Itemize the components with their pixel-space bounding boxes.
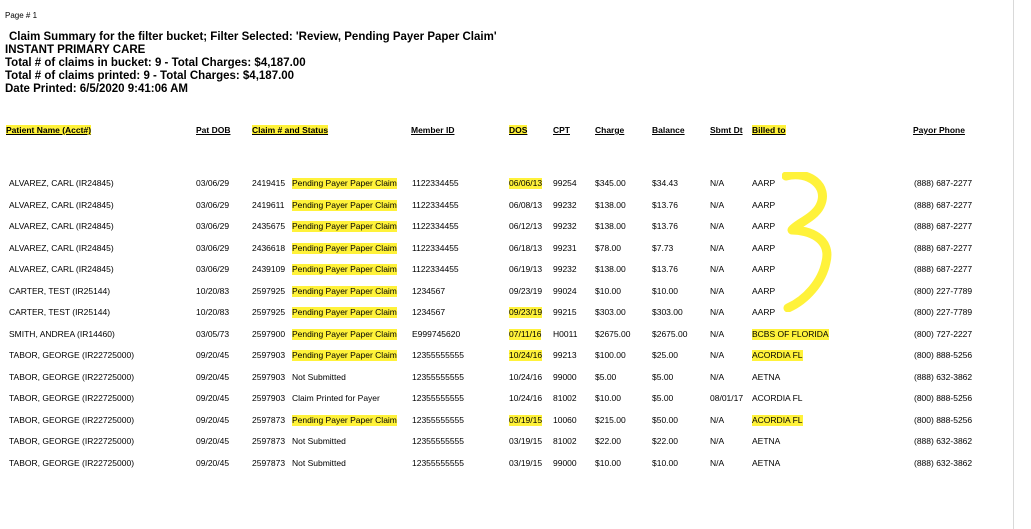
header-charge: Charge xyxy=(595,125,625,135)
bucket-totals: Total # of claims in bucket: 9 - Total Charges: $4,187.00 xyxy=(5,57,306,69)
member-id: 12355555555 xyxy=(412,457,465,468)
member-id: 1122334455 xyxy=(412,178,459,188)
billed-to: ACORDIA FL xyxy=(752,414,803,425)
billed-to: AARP xyxy=(752,221,776,231)
patient-name: ALVAREZ, CARL (IR24845) xyxy=(9,221,114,231)
payor-phone: (800) 227-7789 xyxy=(914,285,973,296)
balance: $13.76 xyxy=(652,199,678,210)
submit-date: N/A xyxy=(710,414,725,425)
patient-name: CARTER, TEST (IR25144) xyxy=(9,285,111,296)
date-of-service: 06/08/13 xyxy=(509,199,543,210)
claim-status: Pending Payer Paper Claim xyxy=(292,178,397,188)
member-id: 12355555555 xyxy=(412,393,465,403)
claim-number: 2439109 xyxy=(252,264,286,274)
submit-date: N/A xyxy=(710,264,725,274)
patient-dob: 09/20/45 xyxy=(196,414,230,425)
cpt-code: 81002 xyxy=(553,393,577,403)
billed-to: AARP xyxy=(752,199,776,210)
patient-dob: 03/06/29 xyxy=(196,199,230,210)
printed-totals: Total # of claims printed: 9 - Total Charges: $4,187.00 xyxy=(5,70,295,82)
member-id: 1234567 xyxy=(412,307,446,317)
charge: $345.00 xyxy=(595,178,626,188)
claim-status: Pending Payer Paper Claim xyxy=(292,221,397,231)
cpt-code: 99024 xyxy=(553,285,577,296)
charge: $5.00 xyxy=(595,371,617,382)
header-member: Member ID xyxy=(411,125,455,135)
charge: $303.00 xyxy=(595,307,626,317)
claim-status: Pending Payer Paper Claim xyxy=(292,307,397,317)
date-of-service: 06/19/13 xyxy=(509,264,543,274)
header-balance: Balance xyxy=(652,125,685,135)
patient-dob: 10/20/83 xyxy=(196,307,230,317)
date-of-service: 03/19/15 xyxy=(509,457,543,468)
submit-date: N/A xyxy=(710,457,725,468)
claim-status: Pending Payer Paper Claim xyxy=(292,350,397,360)
billed-to: AARP xyxy=(752,285,776,296)
claim-status: Not Submitted xyxy=(292,457,346,468)
cpt-code: 99215 xyxy=(553,307,577,317)
date-of-service: 07/11/16 xyxy=(509,328,542,339)
billed-to: AARP xyxy=(752,264,776,274)
member-id: 1234567 xyxy=(412,285,446,296)
billed-to: AARP xyxy=(752,178,776,188)
header-dos: DOS xyxy=(509,125,528,135)
patient-name: TABOR, GEORGE (IR22725000) xyxy=(9,371,135,382)
cpt-code: 99000 xyxy=(553,457,577,468)
claim-status: Pending Payer Paper Claim xyxy=(292,199,397,210)
member-id: 12355555555 xyxy=(412,350,465,360)
submit-date: N/A xyxy=(710,221,725,231)
claim-status: Pending Payer Paper Claim xyxy=(292,264,397,274)
date-of-service: 03/19/15 xyxy=(509,436,543,446)
patient-name: ALVAREZ, CARL (IR24845) xyxy=(9,264,114,274)
payor-phone: (888) 687-2277 xyxy=(914,242,973,253)
submit-date: N/A xyxy=(710,178,725,188)
payor-phone: (888) 687-2277 xyxy=(914,221,973,231)
charge: $2675.00 xyxy=(595,328,631,339)
billed-to: ACORDIA FL xyxy=(752,393,803,403)
submit-date: N/A xyxy=(710,199,725,210)
claim-status: Pending Payer Paper Claim xyxy=(292,242,397,253)
billed-to: BCBS OF FLORIDA xyxy=(752,328,829,339)
billed-to: AARP xyxy=(752,242,776,253)
claim-status: Pending Payer Paper Claim xyxy=(292,414,397,425)
claim-number: 2597925 xyxy=(252,307,286,317)
billed-to: AETNA xyxy=(752,457,781,468)
date-of-service: 06/12/13 xyxy=(509,221,543,231)
date-of-service: 10/24/16 xyxy=(509,350,543,360)
balance: $10.00 xyxy=(652,457,678,468)
patient-dob: 10/20/83 xyxy=(196,285,230,296)
charge: $138.00 xyxy=(595,221,626,231)
payor-phone: (800) 888-5256 xyxy=(914,350,973,360)
balance: $34.43 xyxy=(652,178,678,188)
charge: $215.00 xyxy=(595,414,626,425)
patient-dob: 09/20/45 xyxy=(196,436,230,446)
payor-phone: (888) 687-2277 xyxy=(914,264,973,274)
claim-number: 2597903 xyxy=(252,371,286,382)
patient-name: ALVAREZ, CARL (IR24845) xyxy=(9,242,114,253)
balance: $13.76 xyxy=(652,264,678,274)
charge: $10.00 xyxy=(595,393,621,403)
date-of-service: 10/24/16 xyxy=(509,393,543,403)
charge: $10.00 xyxy=(595,457,621,468)
claim-status: Pending Payer Paper Claim xyxy=(292,328,397,339)
claim-number: 2436618 xyxy=(252,242,286,253)
member-id: 1122334455 xyxy=(412,242,459,253)
header-payor-phone: Payor Phone xyxy=(913,125,965,135)
claim-number: 2597925 xyxy=(252,285,286,296)
patient-dob: 03/06/29 xyxy=(196,178,230,188)
date-printed: Date Printed: 6/5/2020 9:41:06 AM xyxy=(5,83,189,95)
charge: $100.00 xyxy=(595,350,626,360)
cpt-code: 99232 xyxy=(553,264,577,274)
cpt-code: 99232 xyxy=(553,221,577,231)
claim-number: 2597873 xyxy=(252,414,286,425)
payor-phone: (800) 727-2227 xyxy=(914,328,973,339)
patient-dob: 09/20/45 xyxy=(196,457,230,468)
date-of-service: 09/23/19 xyxy=(509,307,543,317)
payor-phone: (888) 632-3862 xyxy=(914,436,973,446)
header-cpt: CPT xyxy=(553,125,570,135)
claim-number: 2597903 xyxy=(252,350,286,360)
payor-phone: (888) 632-3862 xyxy=(914,457,973,468)
submit-date: 08/01/17 xyxy=(710,393,744,403)
billed-to: ACORDIA FL xyxy=(752,350,803,360)
claim-number: 2597873 xyxy=(252,457,286,468)
payor-phone: (800) 227-7789 xyxy=(914,307,973,317)
balance: $25.00 xyxy=(652,350,678,360)
cpt-code: 10060 xyxy=(553,414,577,425)
submit-date: N/A xyxy=(710,328,725,339)
patient-name: TABOR, GEORGE (IR22725000) xyxy=(9,436,135,446)
header-patient: Patient Name (Acct#) xyxy=(6,125,92,135)
claim-number: 2419611 xyxy=(252,199,285,210)
balance: $13.76 xyxy=(652,221,678,231)
cpt-code: 99254 xyxy=(553,178,577,188)
payor-phone: (800) 888-5256 xyxy=(914,414,973,425)
patient-name: ALVAREZ, CARL (IR24845) xyxy=(9,178,114,188)
balance: $5.00 xyxy=(652,371,674,382)
submit-date: N/A xyxy=(710,242,725,253)
charge: $138.00 xyxy=(595,264,626,274)
header-claim: Claim # and Status xyxy=(252,125,329,135)
charge: $22.00 xyxy=(595,436,621,446)
patient-dob: 09/20/45 xyxy=(196,393,230,403)
date-of-service: 10/24/16 xyxy=(509,371,543,382)
cpt-code: H0011 xyxy=(553,328,578,339)
balance: $7.73 xyxy=(652,242,674,253)
member-id: E999745620 xyxy=(412,328,461,339)
header-billed-to: Billed to xyxy=(752,125,786,135)
member-id: 12355555555 xyxy=(412,414,465,425)
claim-number: 2435675 xyxy=(252,221,286,231)
date-of-service: 09/23/19 xyxy=(509,285,543,296)
date-of-service: 03/19/15 xyxy=(509,414,543,425)
cpt-code: 99232 xyxy=(553,199,577,210)
billed-to: AARP xyxy=(752,307,776,317)
cpt-code: 99213 xyxy=(553,350,577,360)
member-id: 1122334455 xyxy=(412,264,459,274)
payor-phone: (888) 687-2277 xyxy=(914,178,973,188)
payor-phone: (888) 632-3862 xyxy=(914,371,973,382)
patient-name: TABOR, GEORGE (IR22725000) xyxy=(9,350,135,360)
balance: $303.00 xyxy=(652,307,683,317)
cpt-code: 99000 xyxy=(553,371,577,382)
claim-number: 2597873 xyxy=(252,436,286,446)
patient-name: TABOR, GEORGE (IR22725000) xyxy=(9,457,135,468)
member-id: 12355555555 xyxy=(412,436,465,446)
submit-date: N/A xyxy=(710,350,725,360)
patient-name: CARTER, TEST (IR25144) xyxy=(9,307,111,317)
patient-dob: 09/20/45 xyxy=(196,350,230,360)
summary-title: Claim Summary for the filter bucket; Filter Selected: 'Review, Pending Payer Paper Claim' xyxy=(9,31,497,43)
claim-status: Claim Printed for Payer xyxy=(292,393,380,403)
submit-date: N/A xyxy=(710,285,725,296)
claim-number: 2419415 xyxy=(252,178,286,188)
patient-dob: 03/06/29 xyxy=(196,242,230,253)
claim-status: Pending Payer Paper Claim xyxy=(292,285,397,296)
charge: $10.00 xyxy=(595,285,621,296)
member-id: 1122334455 xyxy=(412,221,459,231)
payor-phone: (888) 687-2277 xyxy=(914,199,973,210)
claim-number: 2597900 xyxy=(252,328,286,339)
charge: $138.00 xyxy=(595,199,626,210)
charge: $78.00 xyxy=(595,242,621,253)
patient-dob: 03/05/73 xyxy=(196,328,230,339)
member-id: 1122334455 xyxy=(412,199,459,210)
header-dob: Pat DOB xyxy=(196,125,231,135)
date-of-service: 06/06/13 xyxy=(509,178,543,188)
handwritten-three-scribble xyxy=(782,172,842,312)
claim-summary xyxy=(5,31,497,96)
balance: $10.00 xyxy=(652,285,678,296)
submit-date: N/A xyxy=(710,371,725,382)
page-number: Page # 1 xyxy=(5,11,38,20)
balance: $2675.00 xyxy=(652,328,688,339)
cpt-code: 99231 xyxy=(553,242,577,253)
billed-to: AETNA xyxy=(752,371,781,382)
cpt-code: 81002 xyxy=(553,436,577,446)
page-edge-line xyxy=(1013,0,1014,529)
submit-date: N/A xyxy=(710,307,725,317)
patient-name: TABOR, GEORGE (IR22725000) xyxy=(9,414,135,425)
patient-name: TABOR, GEORGE (IR22725000) xyxy=(9,393,135,403)
balance: $22.00 xyxy=(652,436,678,446)
patient-dob: 03/06/29 xyxy=(196,221,230,231)
member-id: 12355555555 xyxy=(412,371,465,382)
balance: $50.00 xyxy=(652,414,678,425)
patient-name: ALVAREZ, CARL (IR24845) xyxy=(9,199,114,210)
payor-phone: (800) 888-5256 xyxy=(914,393,973,403)
claim-status: Not Submitted xyxy=(292,371,346,382)
claim-number: 2597903 xyxy=(252,393,286,403)
submit-date: N/A xyxy=(710,436,725,446)
header-sbmt-date: Sbmt Dt xyxy=(710,125,743,135)
practice-name: INSTANT PRIMARY CARE xyxy=(5,44,146,56)
patient-name: SMITH, ANDREA (IR14460) xyxy=(9,328,115,339)
balance: $5.00 xyxy=(652,393,674,403)
patient-dob: 03/06/29 xyxy=(196,264,230,274)
billed-to: AETNA xyxy=(752,436,781,446)
patient-dob: 09/20/45 xyxy=(196,371,230,382)
claim-status: Not Submitted xyxy=(292,436,346,446)
date-of-service: 06/18/13 xyxy=(509,242,543,253)
